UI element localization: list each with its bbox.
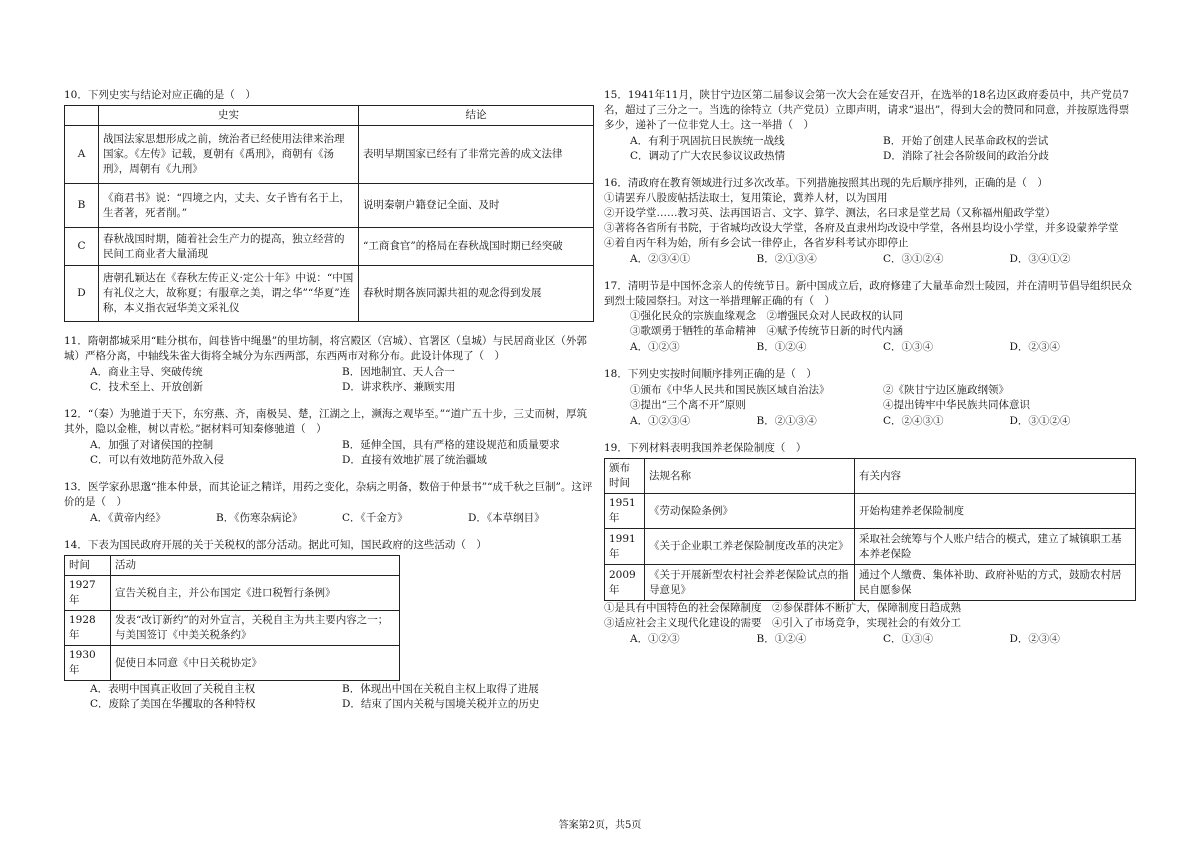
option-b[interactable]: B．②①③④ bbox=[756, 415, 817, 427]
table-row bbox=[65, 646, 400, 681]
table-cell: 发表“改订新约”的对外宣言，关税自主为共主要内容之一；与美国签订《中美关税条约》 bbox=[111, 611, 400, 646]
option-d[interactable]: D．②③④ bbox=[1009, 633, 1060, 645]
option-b[interactable]: B．①②④ bbox=[756, 633, 807, 645]
statement-4: ④提出铸牢中华民族共同体意识 bbox=[883, 399, 1030, 411]
option-a[interactable]: A．《黄帝内经》 bbox=[90, 512, 166, 524]
question-stem: 17．清明节是中国怀念亲人的传统节日。新中国成立后，政府修建了大量革命烈士陵园，并在清明节倡导组织民众到烈士陵园祭扫。对这一举措理解正确的有（ ） bbox=[604, 280, 1132, 307]
option-c[interactable]: C．调动了广大农民参议议政热情 bbox=[630, 150, 786, 162]
table-cell: 1951年 bbox=[605, 494, 645, 529]
option-a[interactable]: A．①②③ bbox=[630, 633, 680, 645]
options bbox=[90, 438, 594, 468]
options bbox=[630, 340, 1136, 355]
option-c[interactable]: C．②④③① bbox=[883, 415, 944, 427]
left-column bbox=[64, 88, 594, 716]
statement-2: ②《陕甘宁边区施政纲领》 bbox=[883, 384, 1009, 396]
option-d[interactable]: D．《本草纲目》 bbox=[468, 512, 545, 524]
statement-3: ③提出“三个离不开”原则 bbox=[630, 399, 746, 411]
table-header bbox=[65, 106, 99, 126]
options bbox=[90, 682, 594, 712]
question-stem: 15．1941年11月，陕甘宁边区第二届参议会第一次大会在延安召开，在选举的18名边区政府委员中，共产党员7名，超过了三分之一。当选的徐特立（共产党员）立即声明，请求“退出”，得到大会的赞同和同意，并按原选得票多少，递补了一位非党人士。这一举措（ ） bbox=[604, 89, 1130, 131]
option-c[interactable]: C．③①②④ bbox=[883, 253, 944, 265]
table-cell: 促使日本同意《中日关税协定》 bbox=[111, 646, 400, 681]
table-cell: 唐朝孔颖达在《春秋左传正义·定公十年》中说：“中国有礼仪之大，故称夏；有服章之美，谓之华”“华夏”连称，本义指衣冠华美文采礼仪 bbox=[99, 266, 359, 322]
question-stem: 11．隋朝都城采用“畦分棋布，闾巷皆中绳墨”的里坊制，将宫殿区（宫城）、官署区（皇城）与民居商业区（外郭城）严格分离，中轴线朱雀大街将全城分为东西两部，东西两市对称分布。此设计体现了（ ） bbox=[64, 335, 587, 362]
question-14-table bbox=[64, 555, 400, 681]
table-cell: 1991年 bbox=[605, 529, 645, 565]
statement-1: ①颁布《中华人民共和国民族区域自治法》 bbox=[630, 384, 830, 396]
table-cell: 1927年 bbox=[65, 576, 111, 611]
statements bbox=[630, 383, 1136, 413]
option-c[interactable]: C．可以有效地防范外敌入侵 bbox=[90, 454, 225, 466]
option-c[interactable]: C．《千金方》 bbox=[342, 512, 408, 524]
question-stem: 10．下列史实与结论对应正确的是（ ） bbox=[64, 89, 256, 101]
question-stem: 19．下列材料表明我国养老保险制度（ ） bbox=[604, 442, 807, 454]
question-15 bbox=[604, 88, 1136, 164]
row-label: B bbox=[65, 184, 99, 228]
option-d[interactable]: D．③①②④ bbox=[1009, 415, 1071, 427]
table-cell: 宣告关税自主，并公布国定《进口税暂行条例》 bbox=[111, 576, 400, 611]
table-cell: 说明秦朝户籍登记全面、及时 bbox=[359, 184, 594, 228]
question-14 bbox=[64, 538, 594, 712]
table-cell: “工商食官”的格局在春秋战国时期已经突破 bbox=[359, 228, 594, 266]
table-header: 法规名称 bbox=[645, 459, 855, 494]
options bbox=[630, 632, 1136, 647]
table-row bbox=[65, 611, 400, 646]
table-cell: 2009年 bbox=[605, 565, 645, 601]
row-label: D bbox=[65, 266, 99, 322]
table-header: 史实 bbox=[99, 106, 359, 126]
option-d[interactable]: D．直接有效地扩展了统治疆域 bbox=[342, 454, 487, 466]
options bbox=[630, 134, 1136, 164]
statement-3-4: ③歌颂勇于牺牲的革命精神 ④赋予传统节日新的时代内涵 bbox=[630, 325, 903, 337]
statement-1-2: ①强化民众的宗族血缘观念 ②增强民众对人民政权的认同 bbox=[630, 310, 903, 322]
table-header: 有关内容 bbox=[855, 459, 1136, 494]
row-label: C bbox=[65, 228, 99, 266]
option-d[interactable]: D．③④①② bbox=[1009, 253, 1071, 265]
table-header: 结论 bbox=[359, 106, 594, 126]
option-b[interactable]: B．②①③④ bbox=[756, 253, 817, 265]
question-10-table bbox=[64, 105, 594, 322]
table-cell: 开始构建养老保险制度 bbox=[855, 494, 1136, 529]
table-row bbox=[65, 228, 594, 266]
option-a[interactable]: A．①②③ bbox=[630, 341, 680, 353]
table-cell: 1930年 bbox=[65, 646, 111, 681]
page-footer: 答案第2页，共5页 bbox=[558, 820, 642, 831]
question-17 bbox=[604, 279, 1136, 355]
option-c[interactable]: C．技术至上、开放创新 bbox=[90, 381, 204, 393]
table-cell: 《商君书》说：“四境之内，丈夫、女子皆有名于上，生者著，死者削。” bbox=[99, 184, 359, 228]
question-stem: 13．医学家孙思邈“推本仲景，而其论证之精详，用药之变化，杂病之明备，数倍于仲景书”“成千秋之巨制”。这评价的是（ ） bbox=[64, 481, 593, 508]
option-b[interactable]: B．延伸全国，具有严格的建设规范和质量要求 bbox=[342, 439, 560, 451]
option-d[interactable]: D．讲求秩序、兼顾实用 bbox=[342, 381, 456, 393]
option-a[interactable]: A．①②③④ bbox=[630, 415, 691, 427]
statement-3: ③著将各省所有书院，于省城均改设大学堂，各府及直隶州均改设中学堂，各州县均设小学堂，并多设蒙养学堂 bbox=[604, 222, 1119, 234]
table-cell: 《劳动保险条例》 bbox=[645, 494, 855, 529]
options bbox=[90, 511, 594, 526]
table-cell: 春秋时期各族同源共祖的观念得到发展 bbox=[359, 266, 594, 322]
table-header-row bbox=[605, 459, 1136, 494]
table-row bbox=[605, 529, 1136, 565]
question-12 bbox=[64, 407, 594, 468]
right-column bbox=[604, 88, 1136, 651]
question-13 bbox=[64, 480, 594, 526]
question-10 bbox=[64, 88, 594, 322]
question-11 bbox=[64, 334, 594, 395]
question-stem: 14．下表为国民政府开展的关于关税权的部分活动。据此可知，国民政府的这些活动（ ） bbox=[64, 539, 487, 551]
option-a[interactable]: A．加强了对诸侯国的控制 bbox=[90, 439, 214, 451]
option-a[interactable]: A．表明中国真正收回了关税自主权 bbox=[90, 683, 256, 695]
option-b[interactable]: B．开始了创建人民革命政权的尝试 bbox=[883, 135, 1049, 147]
options bbox=[630, 414, 1136, 429]
table-cell: 春秋战国时期，随着社会生产力的提高，独立经营的民间工商业者大量涌现 bbox=[99, 228, 359, 266]
table-row bbox=[605, 565, 1136, 601]
table-header-row bbox=[65, 106, 594, 126]
options bbox=[90, 365, 594, 395]
table-row bbox=[65, 576, 400, 611]
option-a[interactable]: A．商业主导、突破传统 bbox=[90, 366, 203, 378]
table-cell: 通过个人缴费、集体补助、政府补贴的方式，鼓励农村居民自愿参保 bbox=[855, 565, 1136, 601]
question-19 bbox=[604, 441, 1136, 647]
table-cell: 采取社会统筹与个人账户结合的模式，建立了城镇职工基本养老保险 bbox=[855, 529, 1136, 565]
table-row bbox=[65, 184, 594, 228]
table-row bbox=[65, 126, 594, 184]
table-cell: 表明早期国家已经有了非常完善的成文法律 bbox=[359, 126, 594, 184]
option-d[interactable]: D．②③④ bbox=[1009, 341, 1060, 353]
statement-3-4: ③适应社会主义现代化建设的需要 ④引入了市场竞争，实现社会的有效分工 bbox=[604, 617, 961, 629]
option-a[interactable]: A．有利于巩固抗日民族统一战线 bbox=[630, 135, 785, 147]
option-a[interactable]: A．②③④① bbox=[630, 253, 691, 265]
option-b[interactable]: B．①②④ bbox=[756, 341, 807, 353]
table-cell: 1928年 bbox=[65, 611, 111, 646]
table-header: 活动 bbox=[111, 556, 400, 576]
option-b[interactable]: B．因地制宜、天人合一 bbox=[342, 366, 455, 378]
table-row bbox=[605, 494, 1136, 529]
option-d[interactable]: D．消除了社会各阶级间的政治分歧 bbox=[883, 150, 1049, 162]
question-16 bbox=[604, 176, 1136, 267]
table-header: 颁布时间 bbox=[605, 459, 645, 494]
statement-2: ②开设学堂……教习英、法再国语言、文字、算学、测法，名曰求是堂艺局（又称福州船政学堂） bbox=[604, 207, 1056, 219]
table-cell: 《关于企业职工养老保险制度改革的决定》 bbox=[645, 529, 855, 565]
statement-1: ①请罢弃八股废帖括法取士，复用策论，冀养人材，以为国用 bbox=[604, 192, 888, 204]
option-b[interactable]: B．《伤寒杂病论》 bbox=[216, 512, 303, 524]
question-stem: 18．下列史实按时间顺序排列正确的是（ ） bbox=[604, 368, 817, 380]
question-18 bbox=[604, 367, 1136, 429]
statement-4: ④着自丙午科为始，所有乡会试一律停止，各省岁科考试亦即停止 bbox=[604, 237, 909, 249]
table-header: 时间 bbox=[65, 556, 111, 576]
option-b[interactable]: B．体现出中国在关税自主权上取得了进展 bbox=[342, 683, 539, 695]
option-c[interactable]: C．①③④ bbox=[883, 341, 934, 353]
row-label: A bbox=[65, 126, 99, 184]
options bbox=[630, 252, 1136, 267]
table-row bbox=[65, 266, 594, 322]
question-stem: 12．“（秦）为驰道于天下，东穷燕、齐，南极吴、楚，江湖之上，濒海之观毕至。”“道广五十步，三丈而树，厚筑其外，隐以金椎，树以青松。”据材料可知秦修驰道（ ） bbox=[64, 408, 587, 435]
table-cell: 战国法家思想形成之前，统治者已经使用法律来治理国家。《左传》记载，夏朝有《禹刑》，商朝有《汤刑》，周朝有《九刑》 bbox=[99, 126, 359, 184]
question-stem: 16．清政府在教育领域进行过多次改革。下列措施按照其出现的先后顺序排列，正确的是（ ） bbox=[604, 177, 1048, 189]
table-header-row bbox=[65, 556, 400, 576]
option-d[interactable]: D．结束了国内关税与国境关税并立的历史 bbox=[342, 698, 540, 710]
statement-1-2: ①是具有中国特色的社会保障制度 ②参保群体不断扩大，保障制度日趋成熟 bbox=[604, 602, 961, 614]
question-19-table bbox=[604, 458, 1136, 601]
option-c[interactable]: C．废除了美国在华攫取的各种特权 bbox=[90, 698, 256, 710]
table-cell: 《关于开展新型农村社会养老保险试点的指导意见》 bbox=[645, 565, 855, 601]
option-c[interactable]: C．①③④ bbox=[883, 633, 934, 645]
